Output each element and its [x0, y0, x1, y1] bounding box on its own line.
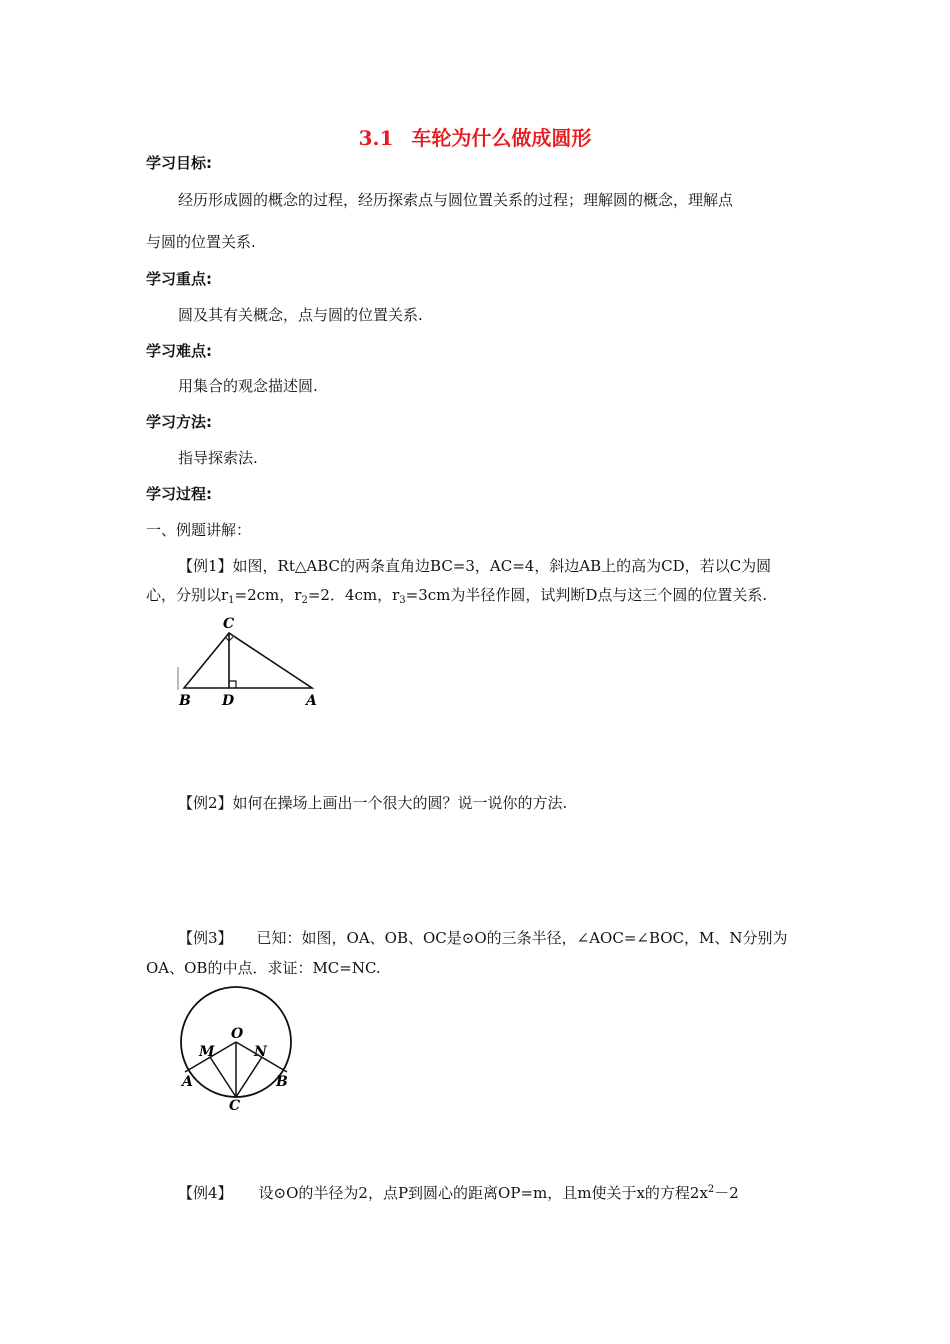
difficult-text: 用集合的观念描述圆. [178, 377, 318, 395]
difficult-heading: 学习难点: [146, 342, 212, 360]
example1-tag: 【例1】 [178, 557, 233, 575]
example1-text1: 如图，Rt△ABC的两条直角边BC=3，AC=4，斜边AB上的高为CD，若以C为圆 [232, 557, 772, 575]
label-M: M [199, 1044, 215, 1060]
ex1-seg-a: 心，分别以r [146, 586, 229, 604]
key-heading: 学习重点: [146, 270, 212, 288]
part-one-heading: 一、例题讲解： [146, 521, 252, 539]
label-A: A [306, 693, 317, 709]
title-text: 车轮为什么做成圆形 [411, 126, 592, 150]
example3-text1: 已知：如图，OA、OB、OC是⊙O的三条半径，∠AOC=∠BOC，M、N分别为 [256, 929, 788, 947]
objective-text-2: 与圆的位置关系. [146, 233, 256, 251]
ex1-sub-1: 1 [228, 595, 235, 606]
example3-line2: OA、OB的中点．求证：MC=NC. [146, 959, 381, 977]
ex1-sub-3: 3 [399, 595, 406, 606]
objective-heading: 学习目标: [146, 154, 212, 172]
example4-text-a: 设⊙O的半径为2，点P到圆心的距离OP=m，且m使关于x的方程2x [258, 1184, 708, 1202]
circle-figure [170, 985, 300, 1115]
label-D: D [222, 693, 235, 709]
example4-line1 [178, 1182, 739, 1203]
label-B2: B [276, 1074, 288, 1090]
ex1-seg-c: =2．4cm，r [307, 586, 400, 604]
page-title [0, 122, 950, 151]
example2-line [178, 792, 567, 813]
triangle-figure [170, 612, 330, 712]
example1-line1 [178, 555, 771, 576]
example3-line1 [178, 927, 788, 948]
section-number: 3.1 [358, 126, 394, 150]
label-O: O [231, 1026, 244, 1042]
process-heading: 学习过程: [146, 485, 212, 503]
key-text: 圆及其有关概念，点与圆的位置关系. [178, 306, 423, 324]
example4-sup: 2 [707, 1184, 715, 1195]
ex1-sub-2: 2 [301, 595, 308, 606]
example3-tag: 【例3】 [178, 929, 233, 947]
label-C: C [223, 616, 235, 632]
example4-text-b: －2 [714, 1184, 739, 1202]
method-text: 指导探索法. [178, 449, 258, 467]
label-B: B [179, 693, 191, 709]
ex1-seg-b: =2cm，r [234, 586, 302, 604]
ex1-seg-d: =3cm为半径作圆，试判断D点与这三个圆的位置关系. [405, 586, 768, 604]
objective-text-1: 经历形成圆的概念的过程，经历探索点与圆位置关系的过程；理解圆的概念，理解点 [178, 191, 734, 209]
example4-tag: 【例4】 [178, 1184, 233, 1202]
label-N: N [254, 1044, 267, 1060]
example2-text: 如何在操场上画出一个很大的圆？说一说你的方法. [232, 794, 568, 812]
example2-tag: 【例2】 [178, 794, 233, 812]
label-C2: C [229, 1098, 241, 1114]
label-A2: A [182, 1074, 193, 1090]
method-heading: 学习方法: [146, 413, 212, 431]
example1-line2 [146, 584, 767, 606]
